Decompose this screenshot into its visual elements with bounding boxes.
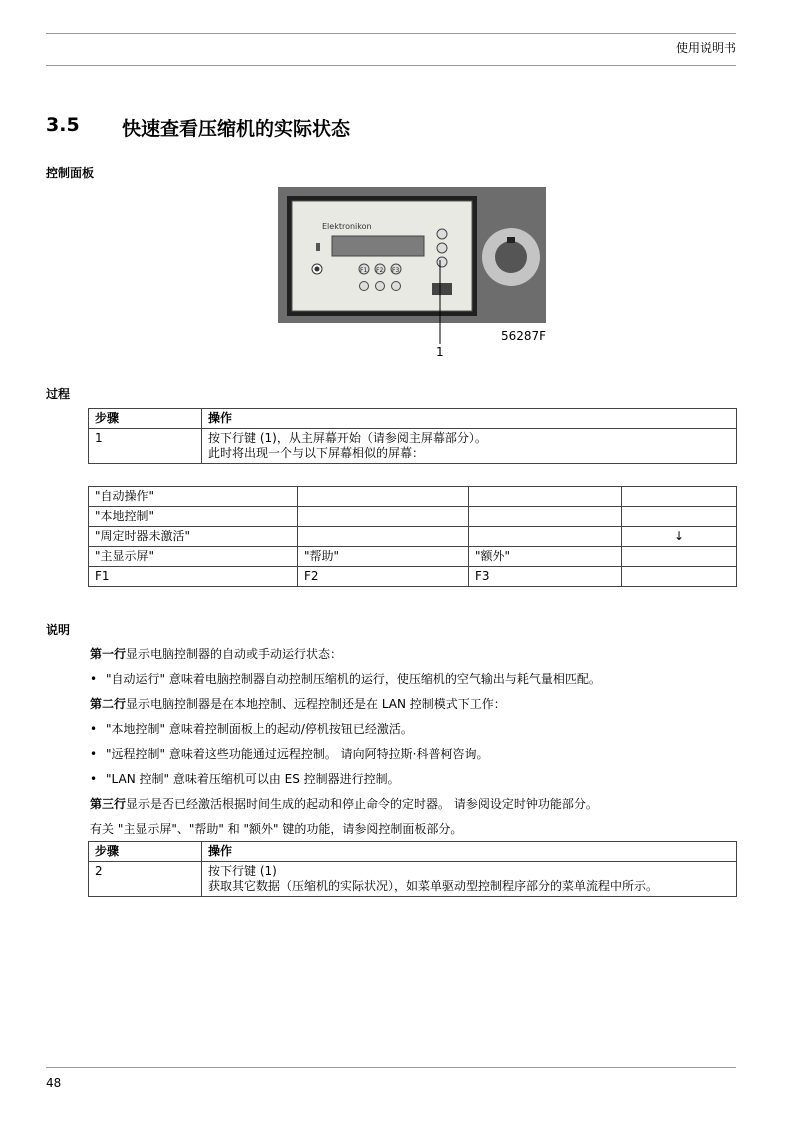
header-title: 使用说明书 [675, 41, 736, 55]
table-header-row [89, 409, 737, 429]
control-panel-photo [278, 187, 546, 323]
bullet-icon: • [90, 772, 98, 786]
bullet-text: "远程控制" 意味着这些功能通过远程控制。 请向阿特拉斯·科普柯咨询。 [106, 747, 489, 761]
step-action-line2: 获取其它数据（压缩机的实际状况），如菜单驱动型控制程序部分的菜单流程中所示。 [208, 879, 659, 893]
line3-text: 显示是否已经激活根据时间生成的起动和停止命令的定时器。 请参阅设定时钟功能部分。 [126, 797, 598, 811]
footer-rule [46, 1067, 736, 1068]
callout-leader-line [435, 260, 445, 345]
screen-menu-main: "主显示屏" [89, 547, 298, 567]
bullet-icon: • [90, 722, 98, 736]
screen-key-f3: F3 [469, 567, 622, 587]
key-label-f3: F3 [392, 267, 400, 274]
control-panel-heading: 控制面板 [46, 166, 95, 180]
screen-empty-cell [622, 507, 737, 527]
line2-label: 第二行 [90, 697, 127, 711]
col-action-header: 操作 [202, 409, 737, 429]
bullet-icon: • [90, 747, 98, 761]
step-action-line1: 按下行键 (1) [208, 864, 277, 878]
callout-number: 1 [436, 345, 444, 359]
screen-empty-cell [622, 567, 737, 587]
explanation-heading: 说明 [46, 623, 71, 637]
bullet-text: "本地控制" 意味着控制面板上的起动/停机按钮已经激活。 [106, 722, 413, 736]
screen-key-f2: F2 [298, 567, 469, 587]
col-step-header: 步骤 [89, 842, 202, 862]
process-heading: 过程 [46, 387, 71, 401]
line3-label: 第三行 [90, 797, 127, 811]
table-row [89, 862, 737, 897]
process-step1-table [88, 408, 737, 464]
screen-empty-cell [469, 487, 622, 507]
screen-empty-cell [469, 507, 622, 527]
step-action [202, 429, 737, 464]
col-step-header: 步骤 [89, 409, 202, 429]
bullet-lan-control [90, 770, 400, 787]
screen-mockup-table [88, 486, 737, 587]
photo-code: 56287F [501, 329, 547, 343]
header-bottom-rule [46, 65, 736, 66]
bullet-icon: • [90, 672, 98, 686]
screen-empty-cell [469, 527, 622, 547]
screen-row-3 [89, 527, 737, 547]
screen-row-2 [89, 507, 737, 527]
screen-row-5 [89, 567, 737, 587]
screen-menu-extra: "额外" [469, 547, 622, 567]
screen-empty-cell [622, 487, 737, 507]
explanation-line2 [90, 695, 506, 712]
page-number: 48 [46, 1076, 62, 1090]
line1-label: 第一行 [90, 647, 127, 661]
col-action-header: 操作 [202, 842, 737, 862]
line1-text: 显示电脑控制器的自动或手动运行状态： [126, 647, 343, 661]
bullet-remote-control [90, 745, 489, 762]
screen-line-timer: "周定时器未激活" [89, 527, 298, 547]
header-top-rule [46, 33, 736, 34]
bullet-text: "LAN 控制" 意味着压缩机可以由 ES 控制器进行控制。 [106, 772, 400, 786]
screen-empty-cell [622, 547, 737, 567]
screen-row-1 [89, 487, 737, 507]
section-number: 3.5 [46, 114, 80, 136]
table-header-row [89, 842, 737, 862]
line2-text: 显示电脑控制器是在本地控制、远程控制还是在 LAN 控制模式下工作： [126, 697, 506, 711]
key-label-f1: F1 [360, 267, 368, 274]
explanation-line1 [90, 645, 342, 662]
screen-key-f1: F1 [89, 567, 298, 587]
table-row [89, 429, 737, 464]
step-action-line2: 此时将出现一个与以下屏幕相似的屏幕： [208, 446, 425, 460]
step-action-line1: 按下行键 (1)，从主屏幕开始（请参阅主屏幕部分）。 [208, 431, 487, 445]
step-action [202, 862, 737, 897]
screen-row-4 [89, 547, 737, 567]
key-label-f2: F2 [376, 267, 384, 274]
screen-empty-cell [298, 507, 469, 527]
brand-label: Elektronikon [322, 222, 372, 231]
screen-empty-cell [298, 487, 469, 507]
section-title: 快速查看压缩机的实际状态 [122, 118, 351, 140]
process-step2-table [88, 841, 737, 897]
scroll-down-arrow-icon: ↓ [622, 527, 737, 547]
explanation-line3 [90, 795, 598, 812]
bullet-local-control [90, 720, 413, 737]
explanation-keys-note: 有关 "主显示屏"、"帮助" 和 "额外" 键的功能，请参阅控制面板部分。 [90, 822, 463, 836]
step-number: 2 [89, 862, 202, 897]
bullet-text: "自动运行" 意味着电脑控制器自动控制压缩机的运行，使压缩机的空气输出与耗气量相匹配。 [106, 672, 601, 686]
screen-empty-cell [298, 527, 469, 547]
screen-menu-help: "帮助" [298, 547, 469, 567]
screen-line-control: "本地控制" [89, 507, 298, 527]
step-number: 1 [89, 429, 202, 464]
bullet-auto-run [90, 670, 601, 687]
screen-line-status: "自动操作" [89, 487, 298, 507]
